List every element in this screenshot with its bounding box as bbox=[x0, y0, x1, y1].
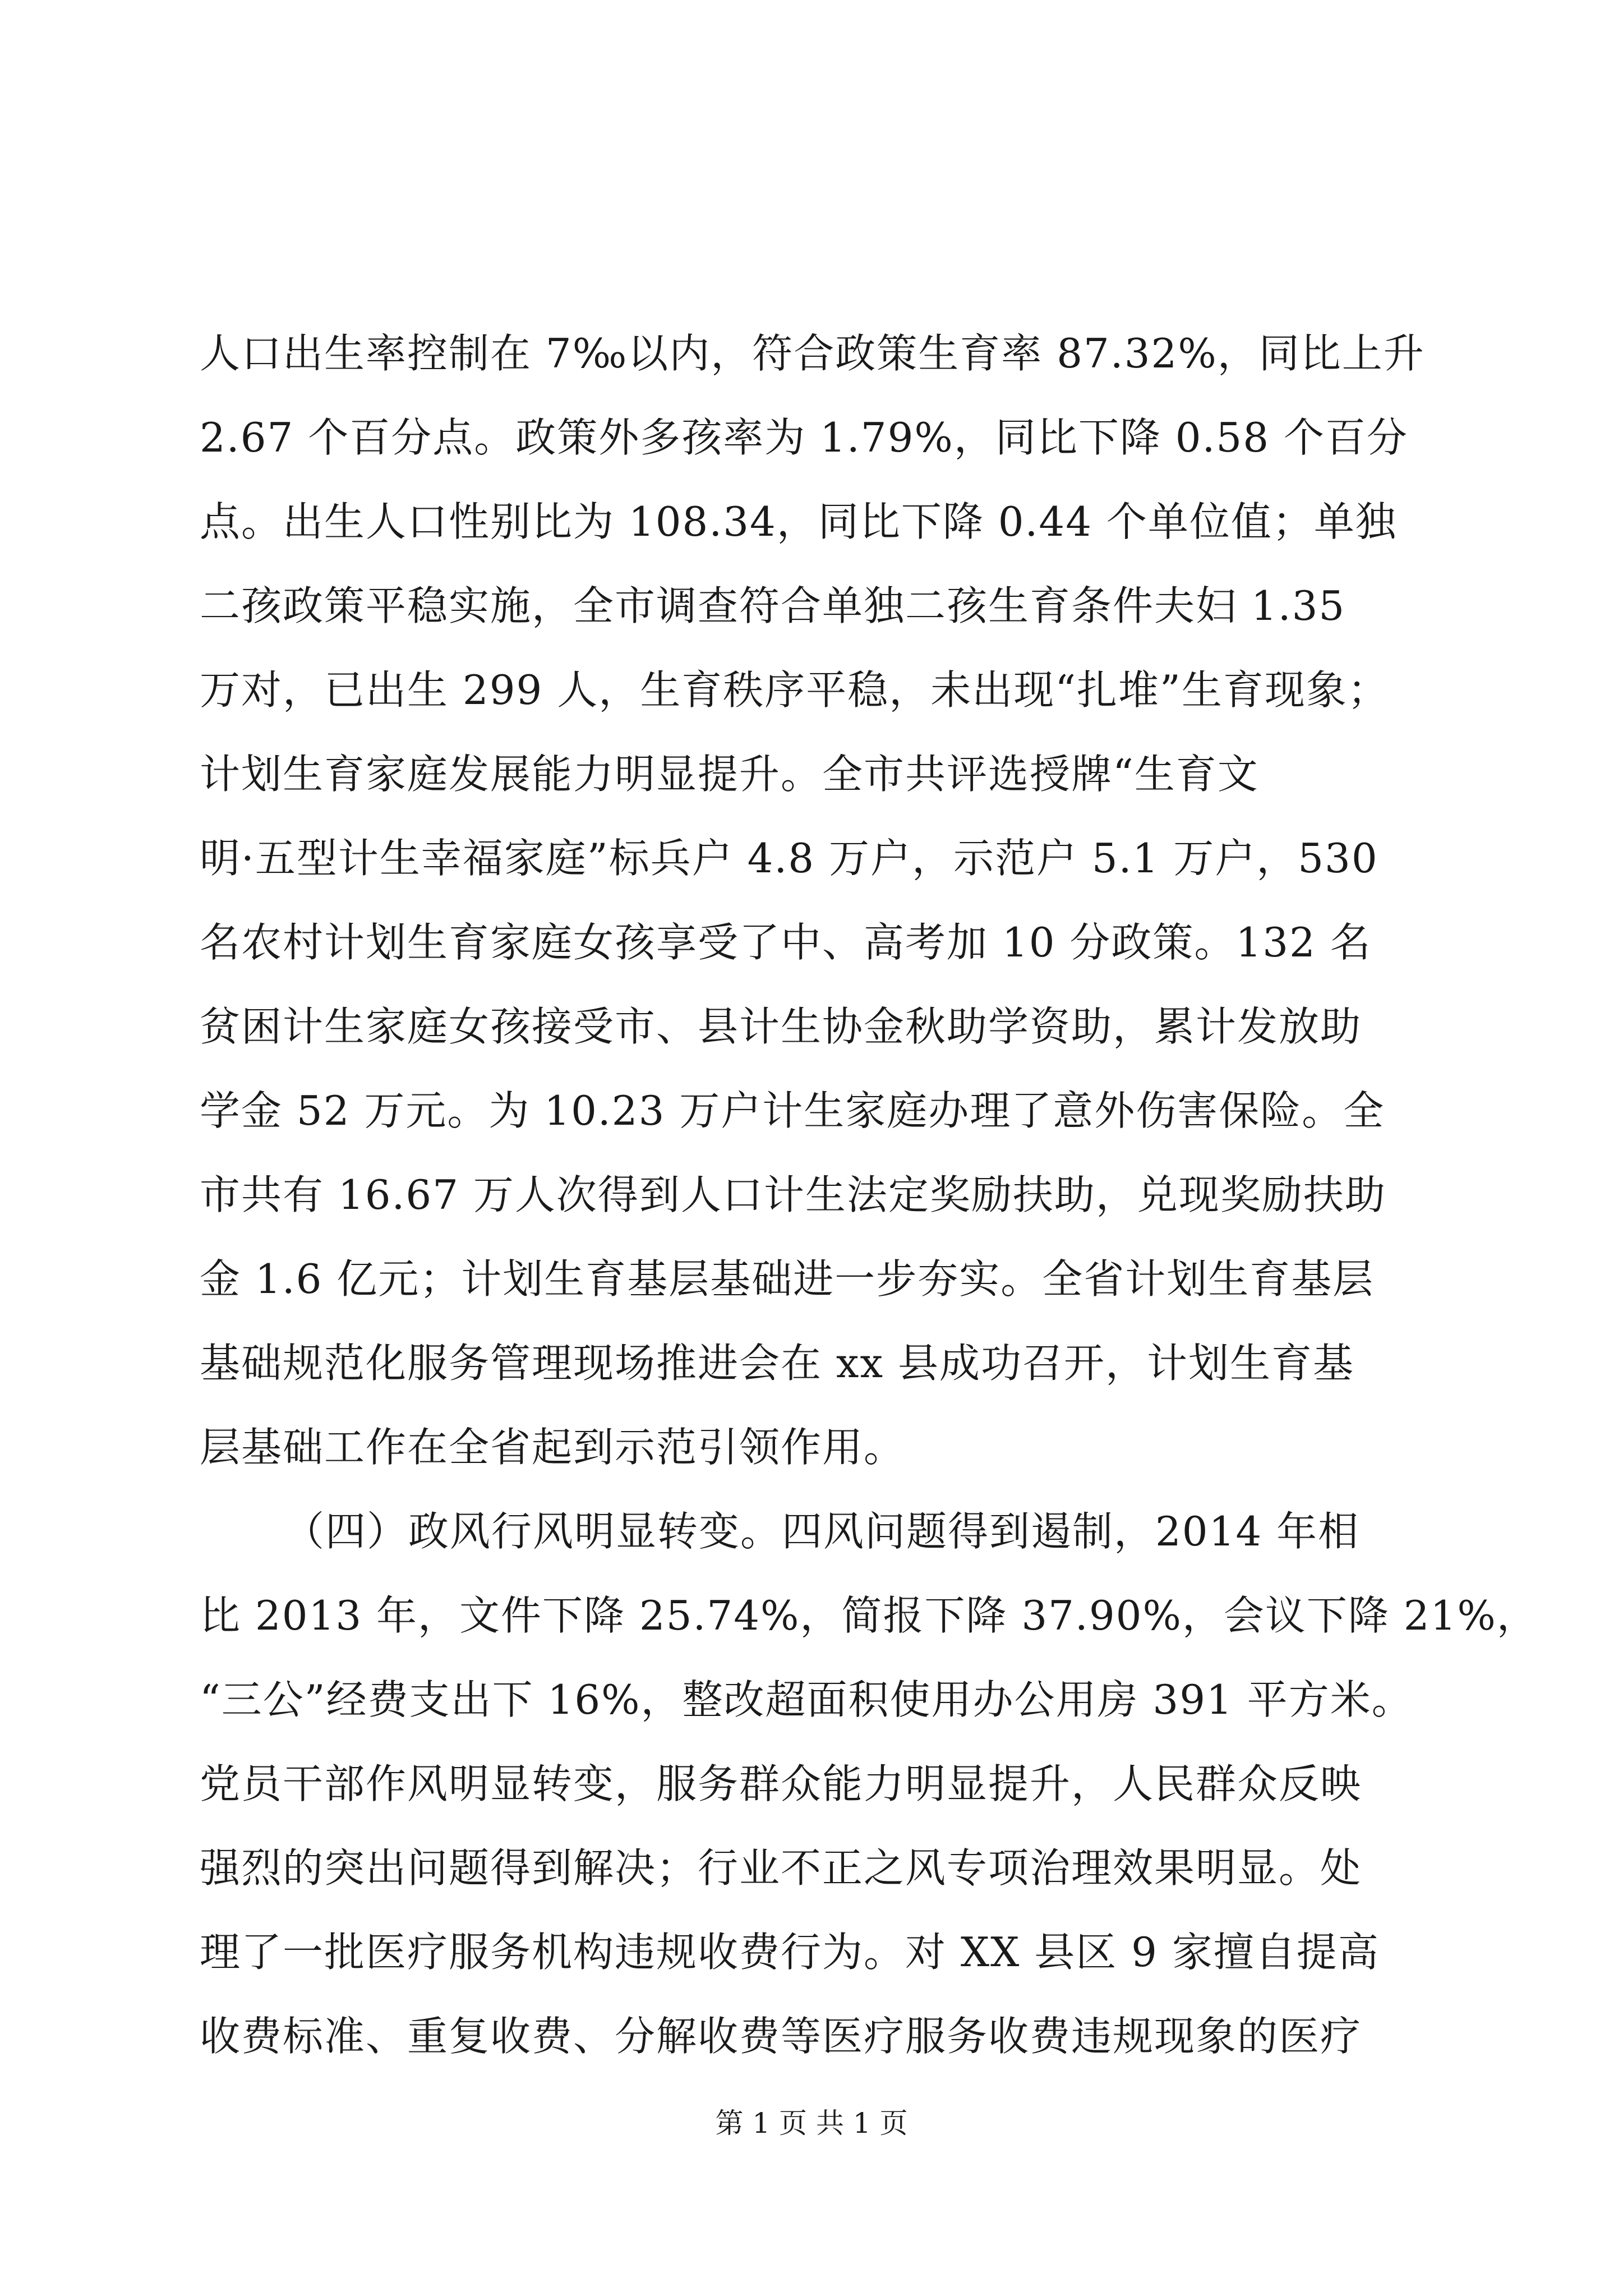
text-line: 点。出生人口性别比为 108.34，同比下降 0.44 个单位值；单独 bbox=[200, 498, 1397, 545]
page-footer: 第 1 页 共 1 页 bbox=[715, 2107, 908, 2139]
text-line: 计划生育家庭发展能力明显提升。全市共评选授牌“生育文 bbox=[200, 751, 1259, 798]
text-line: 理了一批医疗服务机构违规收费行为。对 XX 县区 9 家擅自提高 bbox=[200, 1929, 1380, 1976]
text-line: 收费标准、重复收费、分解收费等医疗服务收费违规现象的医疗 bbox=[200, 2013, 1362, 2060]
text-line: 党员干部作风明显转变，服务群众能力明显提升，人民群众反映 bbox=[200, 1760, 1362, 1807]
text-line: 市共有 16.67 万人次得到人口计生法定奖励扶助，兑现奖励扶助 bbox=[200, 1171, 1386, 1218]
text-line: 层基础工作在全省起到示范引领作用。 bbox=[200, 1424, 906, 1471]
text-line: 贫困计生家庭女孩接受市、县计生协金秋助学资助，累计发放助 bbox=[200, 1003, 1362, 1050]
text-line: “三公”经费支出下 16%，整改超面积使用办公用房 391 平方米。 bbox=[200, 1676, 1413, 1723]
text-line: 二孩政策平稳实施，全市调查符合单独二孩生育条件夫妇 1.35 bbox=[200, 582, 1346, 629]
text-line: 明·五型计生幸福家庭”标兵户 4.8 万户，示范户 5.1 万户，530 bbox=[200, 835, 1378, 882]
text-line: 基础规范化服务管理现场推进会在 xx 县成功召开，计划生育基 bbox=[200, 1340, 1354, 1387]
text-line: 2.67 个百分点。政策外多孩率为 1.79%，同比下降 0.58 个百分 bbox=[200, 414, 1408, 461]
text-line: 万对，已出生 299 人，生育秩序平稳，未出现“扎堆”生育现象； bbox=[200, 666, 1389, 714]
text-line: 名农村计划生育家庭女孩享受了中、高考加 10 分政策。132 名 bbox=[200, 919, 1372, 966]
text-line: 学金 52 万元。为 10.23 万户计生家庭办理了意外伤害保险。全 bbox=[200, 1087, 1385, 1134]
text-line: 人口出生率控制在 7‰以内，符合政策生育率 87.32%，同比上升 bbox=[200, 330, 1425, 377]
text-line: 金 1.6 亿元；计划生育基层基础进一步夯实。全省计划生育基层 bbox=[200, 1255, 1375, 1303]
text-line: 比 2013 年，文件下降 25.74%，简报下降 37.90%，会议下降 21%， bbox=[200, 1592, 1538, 1639]
section-heading-line: （四）政风行风明显转变。四风问题得到遏制，2014 年相 bbox=[284, 1508, 1360, 1555]
text-line: 强烈的突出问题得到解决；行业不正之风专项治理效果明显。处 bbox=[200, 1844, 1362, 1892]
